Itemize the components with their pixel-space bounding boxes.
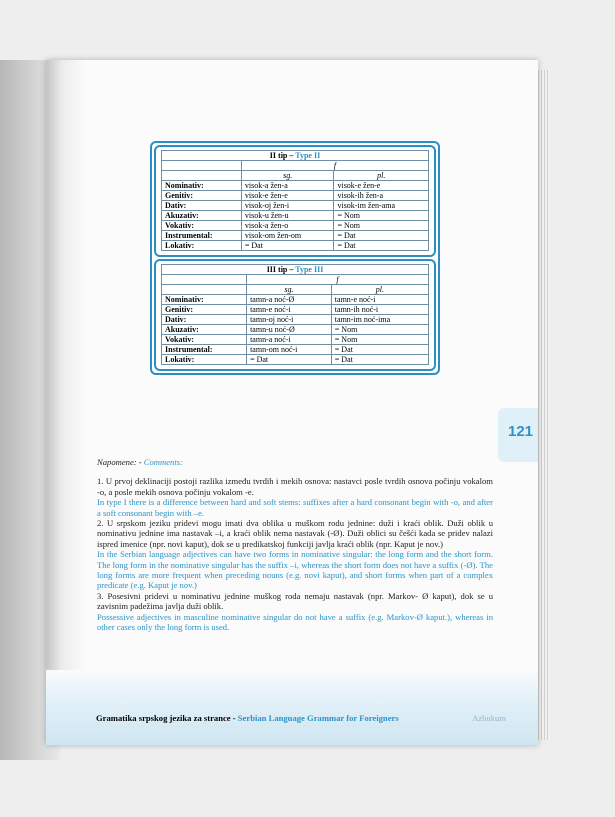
- table-title: [162, 265, 429, 275]
- table-row: [162, 355, 429, 365]
- page-number: 121: [508, 423, 534, 440]
- title-sr: III tip –: [266, 265, 296, 274]
- noun-form: žen-e: [270, 191, 288, 200]
- noun-form: noć-i: [276, 315, 294, 324]
- note-3-en: Possessive adjectives in masculine nominative singular do not have a suffix (e.g. Markov-Ø kaput.), whereas in other cases only the long form is used.: [97, 611, 493, 633]
- heading-en: Comments:: [143, 457, 183, 467]
- title-en: Type III: [295, 265, 324, 274]
- adjective-form: visok-om: [244, 231, 278, 240]
- adjective-form: tamn-u: [250, 325, 275, 334]
- cell-sg: [241, 231, 334, 241]
- adjective-form: visok-e: [337, 181, 364, 190]
- case-label: Dativ:: [162, 315, 247, 325]
- case-label: Nominativ:: [162, 295, 247, 305]
- cell-pl: [334, 211, 429, 221]
- case-label: Instrumental:: [162, 345, 247, 355]
- noun-form: noć-Ø: [274, 295, 295, 304]
- adjective-form: = Dat: [250, 355, 269, 364]
- noun-form: noć-i: [280, 345, 298, 354]
- case-label: Vokativ:: [162, 335, 247, 345]
- table-row: [162, 211, 429, 221]
- page-edges: [538, 70, 550, 740]
- cell-pl: [331, 295, 428, 305]
- table-type-3: [161, 264, 429, 365]
- footer-wave: [46, 670, 538, 745]
- case-label: Genitiv:: [162, 191, 242, 201]
- table-title: [162, 151, 429, 161]
- noun-form: noć-i: [274, 335, 291, 344]
- table-row: [162, 241, 429, 251]
- noun-form: žen-om: [277, 231, 302, 240]
- cell-sg: [241, 241, 334, 251]
- footer-brand: Azbukum: [472, 713, 506, 723]
- case-label: Vokativ:: [162, 221, 242, 231]
- table-type-2-box: [154, 145, 436, 257]
- adjective-form: = Dat: [337, 231, 356, 240]
- book-page: [46, 60, 538, 745]
- table-row: [162, 201, 429, 211]
- adjective-form: = Dat: [334, 355, 353, 364]
- noun-form: žen-i: [273, 201, 290, 210]
- noun-form: noć-ima: [363, 315, 391, 324]
- case-label: Lokativ:: [162, 355, 247, 365]
- cell-pl: [331, 355, 428, 365]
- cell-pl: [331, 305, 428, 315]
- adjective-form: = Nom: [337, 211, 360, 220]
- table-row: [162, 335, 429, 345]
- note-3-sr: 3. Posesivni pridevi u nominativu jednine muškog roda nemaju nastavak (npr. Markov- Ø kaput), dok se u zavisnim padežima javlja duži oblik.: [97, 590, 493, 612]
- cell-sg: [247, 355, 332, 365]
- case-label: Genitiv:: [162, 305, 247, 315]
- adjective-form: = Nom: [337, 221, 360, 230]
- adjective-form: tamn-e: [250, 305, 275, 314]
- noun-form: noć-Ø: [274, 325, 295, 334]
- cell-sg: [241, 191, 334, 201]
- gender-header: f: [247, 275, 429, 285]
- comments-heading: [97, 457, 493, 467]
- noun-form: noć-i: [274, 305, 291, 314]
- adjective-form: tamn-oj: [250, 315, 277, 324]
- cell-pl: [331, 315, 428, 325]
- table-row: [162, 305, 429, 315]
- case-label: Instrumental:: [162, 231, 242, 241]
- adjective-form: = Dat: [244, 241, 263, 250]
- cell-sg: [247, 345, 332, 355]
- noun-form: žen-u: [270, 211, 289, 220]
- noun-form: noć-i: [359, 295, 376, 304]
- cell-pl: [331, 325, 428, 335]
- adjective-form: tamn-a: [250, 335, 275, 344]
- adjective-form: tamn-ih: [334, 305, 362, 314]
- adjective-form: = Dat: [337, 241, 356, 250]
- cell-pl: [334, 231, 429, 241]
- cell-pl: [334, 181, 429, 191]
- table-type-3-box: [154, 259, 436, 371]
- cell-sg: [247, 315, 332, 325]
- table-row: [162, 315, 429, 325]
- declension-tables-frame: [150, 141, 440, 375]
- col-sg: sg.: [247, 285, 332, 295]
- adjective-form: visok-im: [337, 201, 368, 210]
- cell-sg: [247, 335, 332, 345]
- note-1-en: In type I there is a difference between hard and soft stems: suffixes after a hard consonant begin with -o, and after a soft consonant begin with –e.: [97, 497, 493, 518]
- noun-form: žen-e: [363, 181, 381, 190]
- noun-form: žen-a: [270, 181, 288, 190]
- table-row: [162, 221, 429, 231]
- col-pl: pl.: [334, 171, 429, 181]
- col-sg: sg.: [241, 171, 334, 181]
- cell-pl: [331, 335, 428, 345]
- adjective-form: visok-oj: [244, 201, 274, 210]
- col-pl: pl.: [331, 285, 428, 295]
- case-label: Dativ:: [162, 201, 242, 211]
- table-row: [162, 181, 429, 191]
- table-row: [162, 191, 429, 201]
- adjective-form: visok-ih: [337, 191, 366, 200]
- note-2-en: In the Serbian language adjectives can have two forms in nominative singular: the long form and the short form. The long form in the nominative singular has the suffix –i, whereas the short form does not have a suffix (-Ø). The long forms are more frequent when preceding nouns (e.g. novi kaput), and short forms when part of a complex predicate (e.g. Kaput je nov.): [97, 549, 493, 591]
- adjective-form: = Dat: [334, 345, 353, 354]
- footer-title-en: Serbian Language Grammar for Foreigners: [237, 713, 399, 723]
- title-en: Type II: [295, 151, 321, 160]
- page-footer: [96, 713, 506, 723]
- noun-form: žen-o: [270, 221, 289, 230]
- cell-sg: [241, 221, 334, 231]
- cell-pl: [331, 345, 428, 355]
- cell-pl: [334, 201, 429, 211]
- cell-sg: [247, 305, 332, 315]
- noun-form: noć-i: [361, 305, 379, 314]
- heading-sr: Napomene: -: [97, 457, 144, 467]
- case-label: Akuzativ:: [162, 325, 247, 335]
- adjective-form: = Nom: [334, 335, 358, 344]
- adjective-form: = Nom: [334, 325, 358, 334]
- noun-form: žen-ama: [367, 201, 396, 210]
- table-type-2: [161, 150, 429, 251]
- gender-header: f: [241, 161, 428, 171]
- comments-section: [97, 457, 493, 633]
- cell-sg: [247, 295, 332, 305]
- adjective-form: tamn-e: [334, 295, 360, 304]
- footer-title-sr: Gramatika srpskog jezika za strance -: [96, 713, 238, 723]
- cell-pl: [334, 241, 429, 251]
- table-row: [162, 295, 429, 305]
- adjective-form: visok-a: [244, 221, 271, 230]
- case-label: Nominativ:: [162, 181, 242, 191]
- adjective-form: visok-a: [244, 181, 271, 190]
- table-row: [162, 231, 429, 241]
- table-row: [162, 325, 429, 335]
- adjective-form: tamn-om: [250, 345, 281, 354]
- adjective-form: visok-u: [244, 211, 271, 220]
- table-row: [162, 345, 429, 355]
- cell-sg: [247, 325, 332, 335]
- cell-pl: [334, 221, 429, 231]
- cell-sg: [241, 181, 334, 191]
- cell-pl: [334, 191, 429, 201]
- note-1-sr: 1. U prvoj deklinaciji postoji razlika između tvrdih i mekih osnova: nastavci posle tvrdih osnova počinju vokalom -o, a posle mekih osnova počinju vokalom -e.: [97, 476, 493, 497]
- adjective-form: tamn-im: [334, 315, 364, 324]
- page-fold-shadow: [46, 60, 86, 745]
- note-2-sr: 2. U srpskom jeziku pridevi mogu imati dva oblika u muškom rodu jednine: duži i kraći oblik. Duži oblik u nominativu jednine ima nastavak –i, a kraći oblik nema nastavak (-Ø). Duži oblici su češći kada se pridev nalazi ispred imenice (npr. novi kaput), dok se u predikatskoj funkciji javlja kraći oblik (npr. Kaput je nov.): [97, 518, 493, 549]
- case-label: Akuzativ:: [162, 211, 242, 221]
- adjective-form: tamn-a: [250, 295, 275, 304]
- cell-sg: [241, 211, 334, 221]
- adjective-form: visok-e: [244, 191, 271, 200]
- case-label: Lokativ:: [162, 241, 242, 251]
- title-sr: II tip –: [269, 151, 296, 160]
- cell-sg: [241, 201, 334, 211]
- noun-form: žen-a: [365, 191, 384, 200]
